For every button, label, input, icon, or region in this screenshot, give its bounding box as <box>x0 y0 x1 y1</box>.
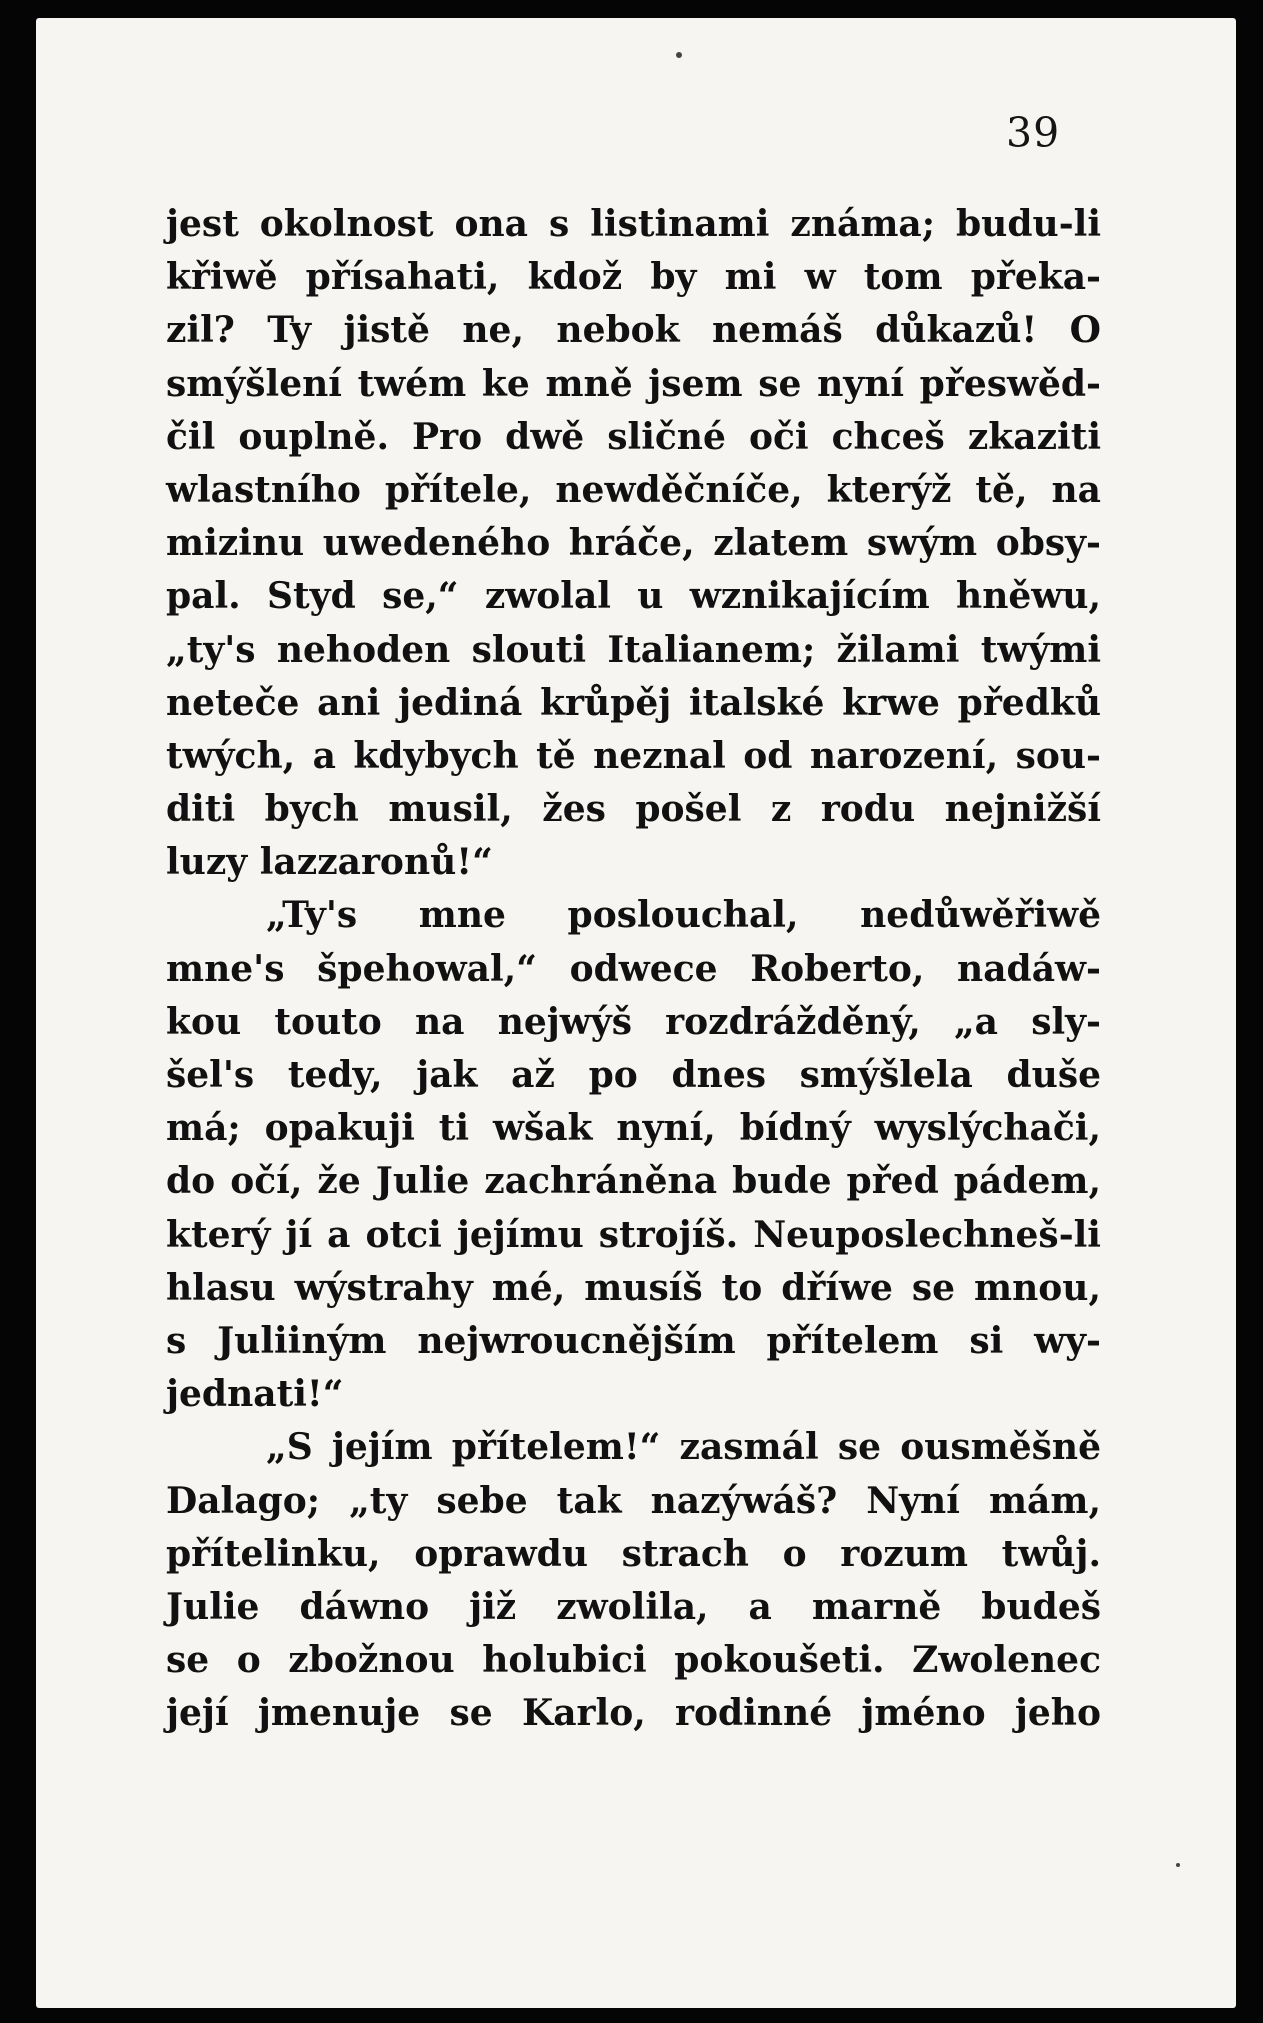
text-line: „S jejím přítelem!“ zasmál se ousměšně <box>266 1426 1101 1469</box>
text-line: smýšlení twém ke mně jsem se nyní přeswěd- <box>166 362 1101 405</box>
body-text <box>166 198 1101 1740</box>
paragraph <box>166 198 1101 889</box>
text-line: mizinu uwedeného hráče, zlatem swým obsy- <box>166 522 1101 565</box>
text-line: jednati!“ <box>166 1373 344 1416</box>
print-speck <box>1176 1863 1180 1867</box>
text-line: má; opakuji ti wšak nyní, bídný wyslýchači, <box>166 1107 1101 1150</box>
text-line: čil ouplně. Pro dwě sličné oči chceš zkaziti <box>166 415 1101 458</box>
text-line: luzy lazzaronů!“ <box>166 841 493 884</box>
text-line: do očí, že Julie zachráněna bude před pádem, <box>166 1160 1101 1203</box>
text-line: diti bych musil, žes pošel z rodu nejnižší <box>166 788 1101 831</box>
text-line: mne's špehowal,“ odwece Roberto, nadáw- <box>166 947 1101 990</box>
text-line: „ty's nehoden slouti Italianem; žilami twými <box>166 628 1101 671</box>
page-number: 39 <box>1006 109 1061 157</box>
text-line: „Ty's mne poslouchal, nedůwěřiwě <box>266 894 1101 937</box>
text-line: který jí a otci jejímu strojíš. Neuposlechneš-li <box>166 1213 1101 1256</box>
paragraph <box>166 889 1101 1421</box>
text-line: Julie dáwno již zwolila, a marně budeš <box>166 1585 1101 1628</box>
text-line: kou touto na nejwýš rozdrážděný, „a sly- <box>166 1000 1101 1043</box>
paragraph <box>166 1421 1101 1740</box>
text-line: pal. Styd se,“ zwolal u wznikajícím hněwu, <box>166 575 1101 618</box>
text-line: zil? Ty jistě ne, nebok nemáš důkazů! O <box>166 309 1101 352</box>
text-line: neteče ani jediná krůpěj italské krwe předků <box>166 681 1101 724</box>
text-line: šel's tedy, jak až po dnes smýšlela duše <box>166 1054 1101 1096</box>
text-line: její jmenuje se Karlo, rodinné jméno jeho <box>166 1692 1101 1735</box>
text-line: Dalago; „ty sebe tak nazýwáš? Nyní mám, <box>166 1479 1101 1522</box>
book-page <box>36 18 1236 2008</box>
print-speck <box>676 52 682 58</box>
text-line: jest okolnost ona s listinami známa; budu-li <box>166 203 1101 245</box>
text-line: se o zbožnou holubici pokoušeti. Zwolenec <box>166 1639 1101 1682</box>
text-line: hlasu wýstrahy mé, musíš to dříwe se mnou, <box>166 1266 1101 1309</box>
text-line: s Juliiným nejwroucnějším přítelem si wy- <box>166 1319 1101 1362</box>
text-line: křiwě přísahati, kdož by mi w tom překa- <box>166 256 1101 299</box>
text-line: twých, a kdybych tě neznal od narození, sou- <box>166 734 1101 777</box>
text-line: wlastního přítele, newděčníče, kterýž tě, na <box>166 468 1101 511</box>
text-line: přítelinku, oprawdu strach o rozum twůj. <box>166 1532 1101 1575</box>
